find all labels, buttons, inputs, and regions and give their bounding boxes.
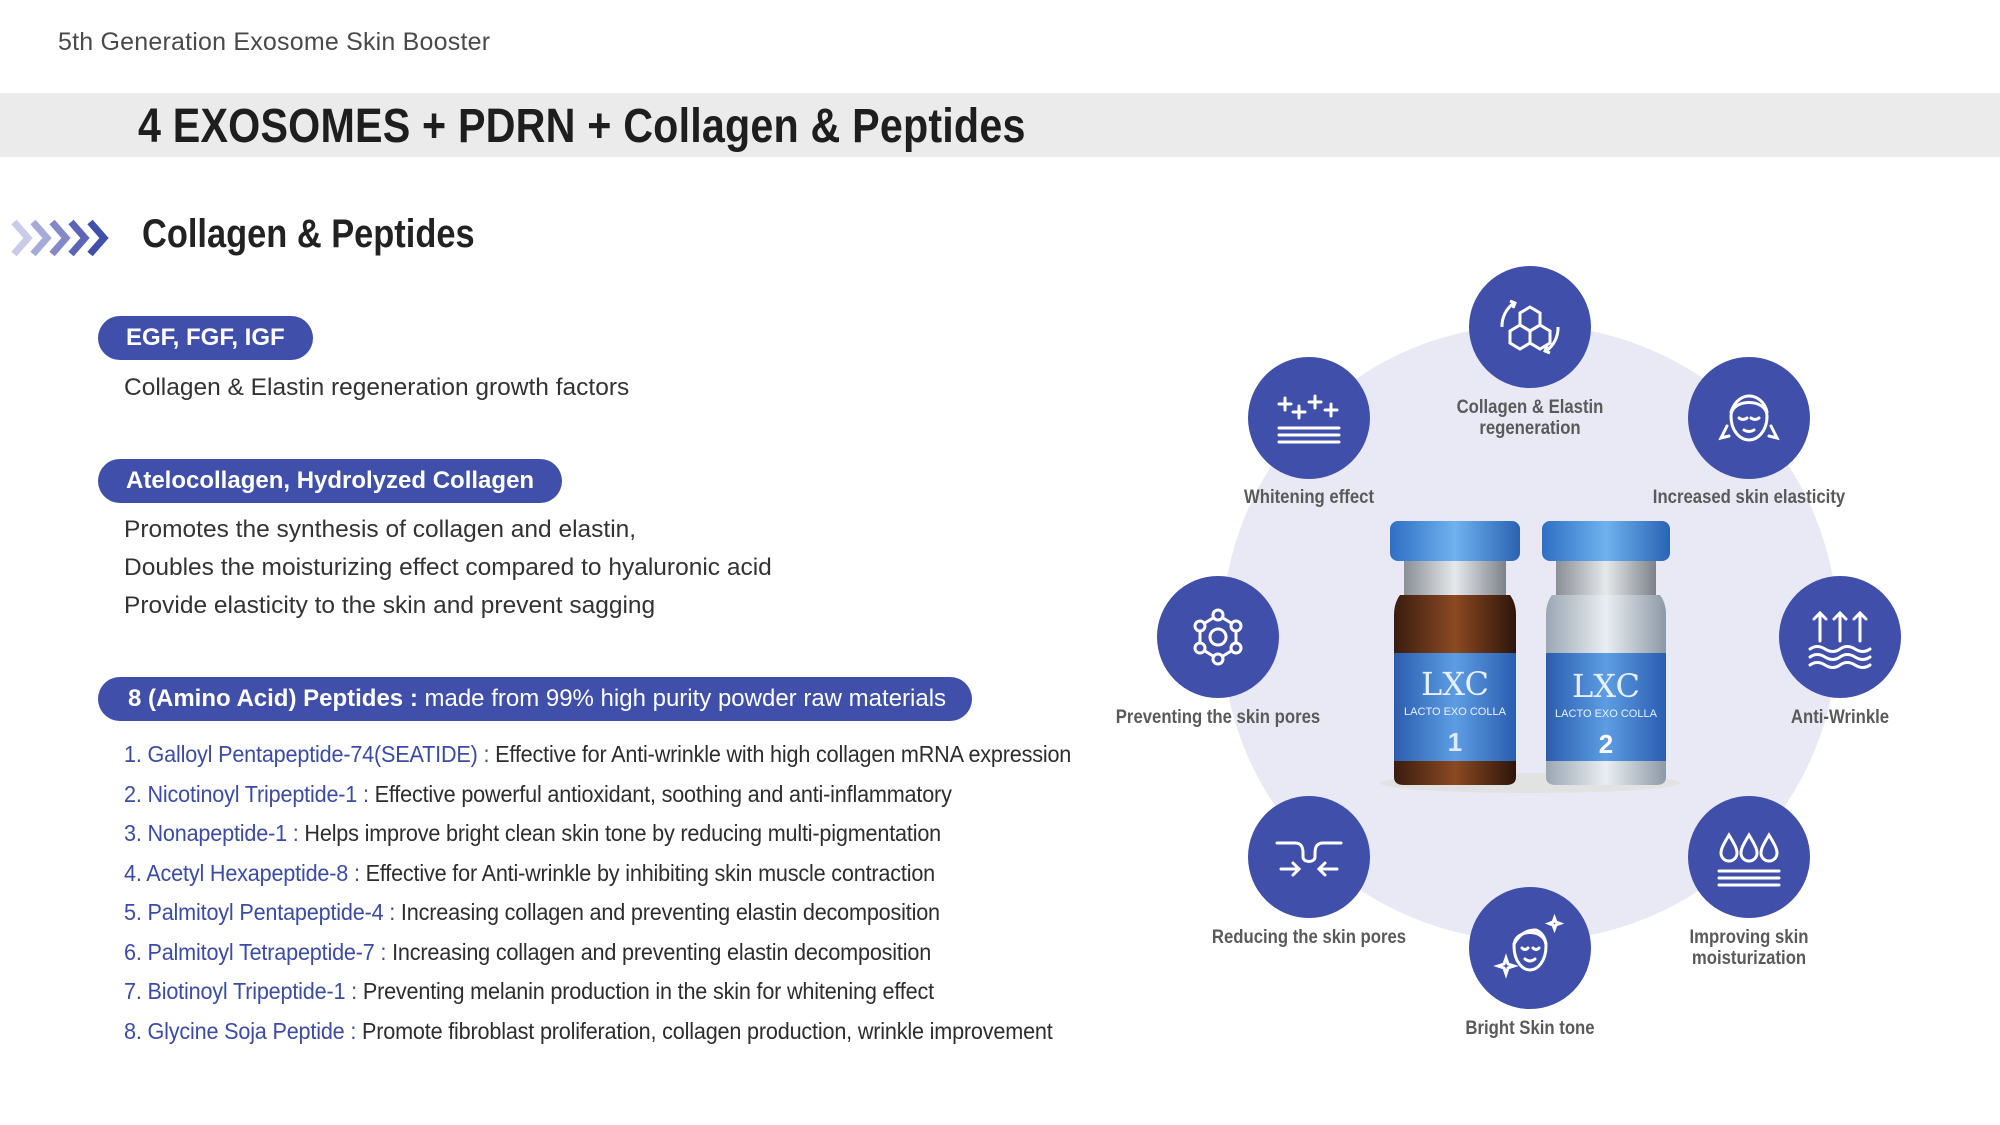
chevrons-right-icon <box>10 218 130 258</box>
sparkle-face-icon <box>1469 887 1591 1009</box>
peptide-name: 4. Acetyl Hexapeptide-8 : <box>124 859 360 886</box>
desc-line: Provide elasticity to the skin and prevent sagging <box>124 592 656 619</box>
list-item <box>124 1012 1071 1052</box>
peptide-desc: Increasing collagen and preventing elastin decomposition <box>392 938 932 965</box>
list-item <box>124 775 1071 815</box>
node-label: Bright Skin tone <box>1465 1018 1595 1039</box>
collagen-desc <box>124 511 772 625</box>
list-item <box>124 735 1071 775</box>
desc-line: Collagen & Elastin regeneration growth factors <box>124 374 630 401</box>
node-label: Anti-Wrinkle <box>1790 707 1890 728</box>
product-vials <box>1380 515 1680 795</box>
list-item <box>124 854 1071 894</box>
peptides-pill-bold: 8 (Amino Acid) Peptides : <box>128 685 418 712</box>
list-item <box>124 893 1071 933</box>
peptide-desc: Effective for Anti-wrinkle by inhibiting skin muscle contraction <box>365 859 936 886</box>
vial-brand: LXC <box>1421 665 1489 703</box>
sparkle-lines-icon <box>1248 357 1370 479</box>
list-item <box>124 814 1071 854</box>
peptide-name: 1. Galloyl Pentapeptide-74(SEATIDE) : <box>124 741 490 767</box>
arrows-up-waves-icon <box>1779 576 1901 698</box>
growth-factors-pill: EGF, FGF, IGF <box>98 316 313 360</box>
vial-brand: LXC <box>1572 667 1640 705</box>
collagen-pill: Atelocollagen, Hydrolyzed Collagen <box>98 459 562 503</box>
page-title: 4 EXOSOMES + PDRN + Collagen & Peptides <box>138 100 1026 153</box>
peptide-desc: Helps improve bright clean skin tone by reducing multi-pigmentation <box>304 820 942 846</box>
peptide-list <box>124 735 1154 1051</box>
header-subtitle: 5th Generation Exosome Skin Booster <box>58 28 491 56</box>
peptides-pill <box>98 677 972 721</box>
peptides-pill-normal: made from 99% high purity powder raw materials <box>424 685 947 712</box>
node-label: Whitening effect <box>1243 487 1375 508</box>
peptide-name: 5. Palmitoyl Pentapeptide-4 : <box>124 899 396 925</box>
node-label: Increased skin elasticity <box>1652 487 1846 508</box>
list-item <box>124 972 1071 1012</box>
vial-number: 1 <box>1447 727 1463 757</box>
peptide-name: 7. Biotinoyl Tripeptide-1 : <box>124 978 357 1004</box>
hexagon-network-icon <box>1157 576 1279 698</box>
peptide-desc: Promote fibroblast proliferation, collagen production, wrinkle improvement <box>361 1017 1053 1044</box>
peptide-name: 6. Palmitoyl Tetrapeptide-7 : <box>124 938 387 965</box>
peptide-name: 3. Nonapeptide-1 : <box>124 820 299 846</box>
vial-number: 2 <box>1598 729 1614 759</box>
pore-shrink-icon <box>1248 796 1370 918</box>
molecule-cycle-icon <box>1469 266 1591 388</box>
section-heading: Collagen & Peptides <box>142 212 475 256</box>
peptide-name: 8. Glycine Soja Peptide : <box>124 1017 357 1044</box>
water-drops-icon <box>1688 796 1810 918</box>
peptide-desc: Effective powerful antioxidant, soothing and anti-inflammatory <box>374 780 952 807</box>
peptide-desc: Effective for Anti-wrinkle with high collagen mRNA expression <box>495 741 1072 767</box>
desc-line: Doubles the moisturizing effect compared to hyaluronic acid <box>124 554 772 581</box>
node-label: Preventing the skin pores <box>1115 707 1321 728</box>
node-label: Reducing the skin pores <box>1211 927 1407 948</box>
node-label: Collagen & Elastin regeneration <box>1456 397 1604 439</box>
vial-name: LACTO EXO COLLA <box>1404 706 1506 718</box>
growth-factors-desc <box>124 369 629 407</box>
list-item <box>124 933 1071 973</box>
vial-name: LACTO EXO COLLA <box>1555 708 1657 720</box>
peptide-desc: Preventing melanin production in the skin for whitening effect <box>362 978 934 1004</box>
node-label: Improving skin moisturization <box>1689 927 1809 969</box>
face-lift-icon <box>1688 357 1810 479</box>
peptide-desc: Increasing collagen and preventing elastin decomposition <box>400 899 940 925</box>
desc-line: Promotes the synthesis of collagen and elastin, <box>124 516 637 543</box>
peptide-name: 2. Nicotinoyl Tripeptide-1 : <box>124 780 369 807</box>
